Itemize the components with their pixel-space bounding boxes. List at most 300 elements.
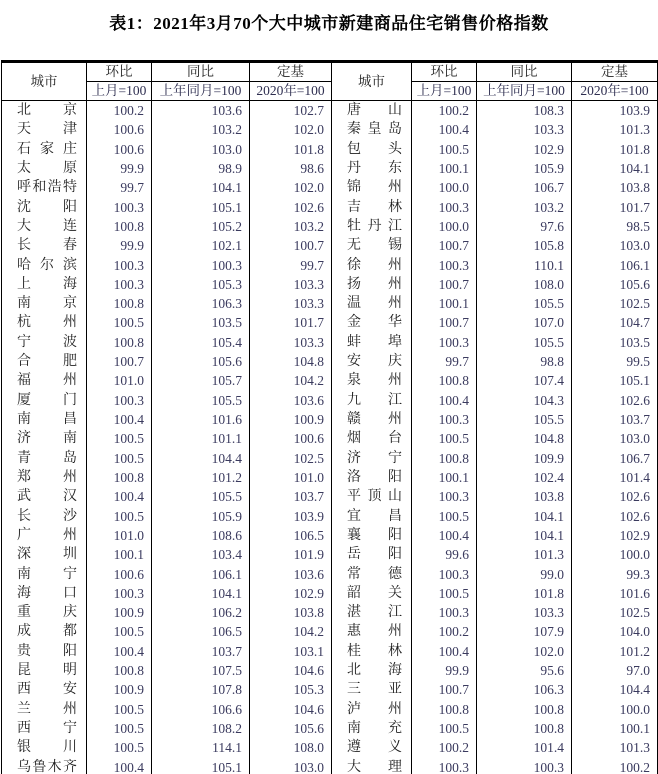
- fixed-value: 98.6: [250, 159, 332, 178]
- fixed-value: 104.6: [250, 700, 332, 719]
- fixed-value: 103.5: [572, 333, 658, 352]
- yoy-value: 110.1: [477, 256, 572, 275]
- table-row: [2, 217, 658, 236]
- yoy-value: 105.1: [152, 758, 250, 774]
- yoy-value: 108.2: [152, 719, 250, 738]
- header-yoy-right: 同比: [477, 62, 572, 82]
- fixed-value: 101.3: [572, 120, 658, 139]
- fixed-value: 102.9: [572, 526, 658, 545]
- mom-value: 100.4: [87, 758, 152, 774]
- mom-value: 100.4: [412, 120, 477, 139]
- city-name: 平顶山: [332, 487, 412, 506]
- fixed-value: 103.3: [250, 333, 332, 352]
- table-row: [2, 584, 658, 603]
- city-name: 合肥: [2, 352, 87, 371]
- yoy-value: 103.2: [152, 120, 250, 139]
- fixed-value: 104.1: [572, 159, 658, 178]
- yoy-value: 103.5: [152, 313, 250, 332]
- yoy-value: 101.6: [152, 410, 250, 429]
- yoy-value: 109.9: [477, 449, 572, 468]
- city-name: 兰州: [2, 700, 87, 719]
- city-name: 丹东: [332, 159, 412, 178]
- mom-value: 100.8: [412, 371, 477, 390]
- mom-value: 99.6: [412, 545, 477, 564]
- table-row: [2, 758, 658, 774]
- yoy-value: 98.8: [477, 352, 572, 371]
- yoy-value: 104.3: [477, 391, 572, 410]
- mom-value: 100.6: [87, 565, 152, 584]
- fixed-value: 100.0: [572, 700, 658, 719]
- city-name: 北海: [332, 661, 412, 680]
- table-row: [2, 352, 658, 371]
- fixed-value: 101.8: [250, 140, 332, 159]
- mom-value: 100.3: [412, 758, 477, 774]
- yoy-value: 103.3: [477, 120, 572, 139]
- city-name: 南京: [2, 294, 87, 313]
- yoy-value: 95.6: [477, 661, 572, 680]
- city-name: 徐州: [332, 256, 412, 275]
- city-name: 洛阳: [332, 468, 412, 487]
- fixed-value: 106.1: [572, 256, 658, 275]
- fixed-value: 104.7: [572, 313, 658, 332]
- yoy-value: 105.3: [152, 275, 250, 294]
- yoy-value: 103.7: [152, 642, 250, 661]
- city-name: 呼和浩特: [2, 178, 87, 197]
- mom-value: 100.2: [412, 622, 477, 641]
- city-name: 锦州: [332, 178, 412, 197]
- header-city-left: 城市: [2, 62, 87, 101]
- yoy-value: 104.4: [152, 449, 250, 468]
- yoy-value: 105.6: [152, 352, 250, 371]
- city-name: 济南: [2, 429, 87, 448]
- city-name: 泉州: [332, 371, 412, 390]
- city-name: 温州: [332, 294, 412, 313]
- mom-value: 100.5: [412, 719, 477, 738]
- yoy-value: 105.7: [152, 371, 250, 390]
- city-name: 岳阳: [332, 545, 412, 564]
- city-name: 南昌: [2, 410, 87, 429]
- yoy-value: 97.6: [477, 217, 572, 236]
- city-name: 大连: [2, 217, 87, 236]
- fixed-value: 106.5: [250, 526, 332, 545]
- header-fixed-base-right: 2020年=100: [572, 82, 658, 101]
- table-row: [2, 410, 658, 429]
- yoy-value: 105.1: [152, 198, 250, 217]
- fixed-value: 103.7: [572, 410, 658, 429]
- yoy-value: 105.9: [477, 159, 572, 178]
- city-name: 安庆: [332, 352, 412, 371]
- mom-value: 100.7: [87, 352, 152, 371]
- header-fixed-base-left: 2020年=100: [250, 82, 332, 101]
- mom-value: 100.5: [87, 622, 152, 641]
- city-name: 无锡: [332, 236, 412, 255]
- mom-value: 100.4: [87, 642, 152, 661]
- table-row: [2, 101, 658, 121]
- fixed-value: 108.0: [250, 738, 332, 757]
- mom-value: 100.3: [412, 333, 477, 352]
- fixed-value: 104.2: [250, 622, 332, 641]
- fixed-value: 98.5: [572, 217, 658, 236]
- fixed-value: 100.2: [572, 758, 658, 774]
- fixed-value: 103.3: [250, 275, 332, 294]
- table-header: [2, 62, 658, 101]
- fixed-value: 102.5: [572, 603, 658, 622]
- table-row: [2, 333, 658, 352]
- mom-value: 100.3: [87, 584, 152, 603]
- table-row: [2, 449, 658, 468]
- mom-value: 100.5: [87, 719, 152, 738]
- yoy-value: 107.0: [477, 313, 572, 332]
- table-title: 表1：2021年3月70个大中城市新建商品住宅销售价格指数: [109, 14, 549, 33]
- yoy-value: 106.5: [152, 622, 250, 641]
- yoy-value: 101.3: [477, 545, 572, 564]
- mom-value: 101.0: [87, 526, 152, 545]
- table-row: [2, 371, 658, 390]
- fixed-value: 101.6: [572, 584, 658, 603]
- table-row: [2, 429, 658, 448]
- yoy-value: 101.4: [477, 738, 572, 757]
- fixed-value: 105.3: [250, 680, 332, 699]
- city-name: 北京: [2, 101, 87, 121]
- city-name: 南充: [332, 719, 412, 738]
- fixed-value: 99.7: [250, 256, 332, 275]
- city-name: 济宁: [332, 449, 412, 468]
- header-mom-base-left: 上月=100: [87, 82, 152, 101]
- city-name: 吉林: [332, 198, 412, 217]
- fixed-value: 101.9: [250, 545, 332, 564]
- mom-value: 100.5: [87, 700, 152, 719]
- mom-value: 100.2: [412, 738, 477, 757]
- yoy-value: 105.5: [152, 391, 250, 410]
- header-mom-right: 环比: [412, 62, 477, 82]
- fixed-value: 100.1: [572, 719, 658, 738]
- city-name: 常德: [332, 565, 412, 584]
- yoy-value: 105.5: [477, 333, 572, 352]
- city-name: 天津: [2, 120, 87, 139]
- fixed-value: 103.9: [250, 507, 332, 526]
- table-row: [2, 487, 658, 506]
- yoy-value: 106.6: [152, 700, 250, 719]
- table-row: [2, 700, 658, 719]
- city-name: 韶关: [332, 584, 412, 603]
- mom-value: 100.4: [412, 526, 477, 545]
- mom-value: 100.3: [412, 410, 477, 429]
- fixed-value: 104.8: [250, 352, 332, 371]
- fixed-value: 102.6: [572, 507, 658, 526]
- mom-value: 101.0: [87, 371, 152, 390]
- city-name: 襄阳: [332, 526, 412, 545]
- mom-value: 100.5: [412, 140, 477, 159]
- mom-value: 100.2: [87, 101, 152, 121]
- yoy-value: 103.4: [152, 545, 250, 564]
- mom-value: 100.8: [87, 217, 152, 236]
- yoy-value: 105.5: [152, 487, 250, 506]
- yoy-value: 107.5: [152, 661, 250, 680]
- fixed-value: 104.0: [572, 622, 658, 641]
- yoy-value: 100.8: [477, 719, 572, 738]
- table-row: [2, 159, 658, 178]
- fixed-value: 102.9: [250, 584, 332, 603]
- city-name: 蚌埠: [332, 333, 412, 352]
- table-row: [2, 178, 658, 197]
- fixed-value: 103.0: [250, 758, 332, 774]
- yoy-value: 102.0: [477, 642, 572, 661]
- fixed-value: 103.0: [572, 236, 658, 255]
- yoy-value: 106.7: [477, 178, 572, 197]
- city-name: 乌鲁木齐: [2, 758, 87, 774]
- table-row: [2, 661, 658, 680]
- city-name: 扬州: [332, 275, 412, 294]
- city-name: 湛江: [332, 603, 412, 622]
- yoy-value: 101.8: [477, 584, 572, 603]
- city-name: 烟台: [332, 429, 412, 448]
- city-name: 昆明: [2, 661, 87, 680]
- city-name: 惠州: [332, 622, 412, 641]
- table-body: [2, 101, 658, 774]
- mom-value: 100.5: [87, 507, 152, 526]
- city-name: 贵阳: [2, 642, 87, 661]
- table-row: [2, 603, 658, 622]
- header-city-right: 城市: [332, 62, 412, 101]
- fixed-value: 100.9: [250, 410, 332, 429]
- header-fixed-right: 定基: [572, 62, 658, 82]
- fixed-value: 101.7: [250, 313, 332, 332]
- table-row: [2, 468, 658, 487]
- yoy-value: 103.0: [152, 140, 250, 159]
- header-row-2: [2, 82, 658, 101]
- city-name: 南宁: [2, 565, 87, 584]
- fixed-value: 97.0: [572, 661, 658, 680]
- city-name: 青岛: [2, 449, 87, 468]
- yoy-value: 106.3: [477, 680, 572, 699]
- yoy-value: 114.1: [152, 738, 250, 757]
- yoy-value: 105.9: [152, 507, 250, 526]
- fixed-value: 101.3: [572, 738, 658, 757]
- mom-value: 100.4: [87, 487, 152, 506]
- mom-value: 100.7: [412, 680, 477, 699]
- mom-value: 100.3: [412, 603, 477, 622]
- yoy-value: 107.8: [152, 680, 250, 699]
- mom-value: 100.3: [412, 487, 477, 506]
- mom-value: 99.9: [87, 236, 152, 255]
- yoy-value: 102.9: [477, 140, 572, 159]
- fixed-value: 102.5: [572, 294, 658, 313]
- table-row: [2, 642, 658, 661]
- city-name: 大理: [332, 758, 412, 774]
- table-row: [2, 545, 658, 564]
- yoy-value: 107.9: [477, 622, 572, 641]
- city-name: 桂林: [332, 642, 412, 661]
- yoy-value: 105.2: [152, 217, 250, 236]
- yoy-value: 101.2: [152, 468, 250, 487]
- yoy-value: 106.2: [152, 603, 250, 622]
- mom-value: 100.3: [412, 565, 477, 584]
- yoy-value: 108.6: [152, 526, 250, 545]
- header-yoy-left: 同比: [152, 62, 250, 82]
- table-row: [2, 198, 658, 217]
- fixed-value: 102.6: [250, 198, 332, 217]
- yoy-value: 100.3: [477, 758, 572, 774]
- mom-value: 100.8: [412, 449, 477, 468]
- yoy-value: 106.3: [152, 294, 250, 313]
- fixed-value: 101.4: [572, 468, 658, 487]
- city-name: 海口: [2, 584, 87, 603]
- yoy-value: 103.6: [152, 101, 250, 121]
- fixed-value: 103.6: [250, 565, 332, 584]
- mom-value: 100.3: [87, 391, 152, 410]
- fixed-value: 102.6: [572, 391, 658, 410]
- fixed-value: 104.6: [250, 661, 332, 680]
- mom-value: 100.7: [412, 275, 477, 294]
- mom-value: 100.8: [87, 294, 152, 313]
- table-row: [2, 391, 658, 410]
- mom-value: 99.9: [412, 661, 477, 680]
- table-row: [2, 680, 658, 699]
- city-name: 福州: [2, 371, 87, 390]
- fixed-value: 103.9: [572, 101, 658, 121]
- mom-value: 100.7: [412, 313, 477, 332]
- mom-value: 100.5: [412, 429, 477, 448]
- city-name: 重庆: [2, 603, 87, 622]
- city-name: 厦门: [2, 391, 87, 410]
- city-name: 包头: [332, 140, 412, 159]
- city-name: 成都: [2, 622, 87, 641]
- mom-value: 100.5: [87, 449, 152, 468]
- mom-value: 100.3: [87, 198, 152, 217]
- fixed-value: 101.0: [250, 468, 332, 487]
- yoy-value: 100.8: [477, 700, 572, 719]
- mom-value: 100.9: [87, 680, 152, 699]
- mom-value: 99.7: [412, 352, 477, 371]
- yoy-value: 108.0: [477, 275, 572, 294]
- fixed-value: 102.6: [572, 487, 658, 506]
- city-name: 西安: [2, 680, 87, 699]
- mom-value: 100.5: [412, 584, 477, 603]
- fixed-value: 99.5: [572, 352, 658, 371]
- city-name: 郑州: [2, 468, 87, 487]
- yoy-value: 102.4: [477, 468, 572, 487]
- fixed-value: 103.3: [250, 294, 332, 313]
- city-name: 赣州: [332, 410, 412, 429]
- yoy-value: 105.5: [477, 294, 572, 313]
- city-name: 武汉: [2, 487, 87, 506]
- mom-value: 100.3: [87, 275, 152, 294]
- yoy-value: 99.0: [477, 565, 572, 584]
- mom-value: 100.6: [87, 140, 152, 159]
- mom-value: 100.5: [87, 429, 152, 448]
- fixed-value: 100.6: [250, 429, 332, 448]
- city-name: 九江: [332, 391, 412, 410]
- fixed-value: 102.0: [250, 178, 332, 197]
- mom-value: 100.7: [412, 236, 477, 255]
- table-row: [2, 622, 658, 641]
- fixed-value: 101.7: [572, 198, 658, 217]
- fixed-value: 106.7: [572, 449, 658, 468]
- city-name: 秦皇岛: [332, 120, 412, 139]
- table-row: [2, 526, 658, 545]
- fixed-value: 104.4: [572, 680, 658, 699]
- mom-value: 100.5: [87, 738, 152, 757]
- table-row: [2, 140, 658, 159]
- city-name: 哈尔滨: [2, 256, 87, 275]
- mom-value: 100.4: [412, 391, 477, 410]
- city-name: 遵义: [332, 738, 412, 757]
- mom-value: 100.8: [87, 661, 152, 680]
- fixed-value: 101.8: [572, 140, 658, 159]
- mom-value: 100.4: [412, 642, 477, 661]
- mom-value: 100.5: [87, 313, 152, 332]
- city-name: 石家庄: [2, 140, 87, 159]
- city-name: 太原: [2, 159, 87, 178]
- city-name: 长沙: [2, 507, 87, 526]
- yoy-value: 104.1: [477, 507, 572, 526]
- fixed-value: 103.0: [572, 429, 658, 448]
- mom-value: 100.6: [87, 120, 152, 139]
- fixed-value: 102.7: [250, 101, 332, 121]
- header-yoy-base-left: 上年同月=100: [152, 82, 250, 101]
- fixed-value: 103.8: [572, 178, 658, 197]
- mom-value: 100.1: [412, 159, 477, 178]
- yoy-value: 105.8: [477, 236, 572, 255]
- yoy-value: 103.2: [477, 198, 572, 217]
- fixed-value: 100.7: [250, 236, 332, 255]
- yoy-value: 103.3: [477, 603, 572, 622]
- city-name: 泸州: [332, 700, 412, 719]
- fixed-value: 102.5: [250, 449, 332, 468]
- table-row: [2, 738, 658, 757]
- city-name: 金华: [332, 313, 412, 332]
- table-row: [2, 256, 658, 275]
- yoy-value: 105.4: [152, 333, 250, 352]
- fixed-value: 99.3: [572, 565, 658, 584]
- fixed-value: 103.7: [250, 487, 332, 506]
- city-name: 沈阳: [2, 198, 87, 217]
- yoy-value: 106.1: [152, 565, 250, 584]
- yoy-value: 103.8: [477, 487, 572, 506]
- mom-value: 100.0: [412, 178, 477, 197]
- city-name: 上海: [2, 275, 87, 294]
- fixed-value: 102.0: [250, 120, 332, 139]
- city-name: 牡丹江: [332, 217, 412, 236]
- city-name: 宜昌: [332, 507, 412, 526]
- mom-value: 100.9: [87, 603, 152, 622]
- table-row: [2, 236, 658, 255]
- city-name: 西宁: [2, 719, 87, 738]
- mom-value: 99.7: [87, 178, 152, 197]
- fixed-value: 100.0: [572, 545, 658, 564]
- table-row: [2, 275, 658, 294]
- yoy-value: 104.8: [477, 429, 572, 448]
- mom-value: 100.8: [87, 333, 152, 352]
- yoy-value: 105.5: [477, 410, 572, 429]
- fixed-value: 101.2: [572, 642, 658, 661]
- header-fixed-left: 定基: [250, 62, 332, 82]
- table-row: [2, 120, 658, 139]
- table-row: [2, 294, 658, 313]
- header-mom-left: 环比: [87, 62, 152, 82]
- fixed-value: 103.1: [250, 642, 332, 661]
- city-name: 银川: [2, 738, 87, 757]
- fixed-value: 105.6: [250, 719, 332, 738]
- city-name: 广州: [2, 526, 87, 545]
- price-index-table: [1, 60, 658, 774]
- yoy-value: 100.3: [152, 256, 250, 275]
- yoy-value: 104.1: [152, 584, 250, 603]
- city-name: 唐山: [332, 101, 412, 121]
- mom-value: 100.0: [412, 217, 477, 236]
- yoy-value: 108.3: [477, 101, 572, 121]
- mom-value: 100.3: [87, 256, 152, 275]
